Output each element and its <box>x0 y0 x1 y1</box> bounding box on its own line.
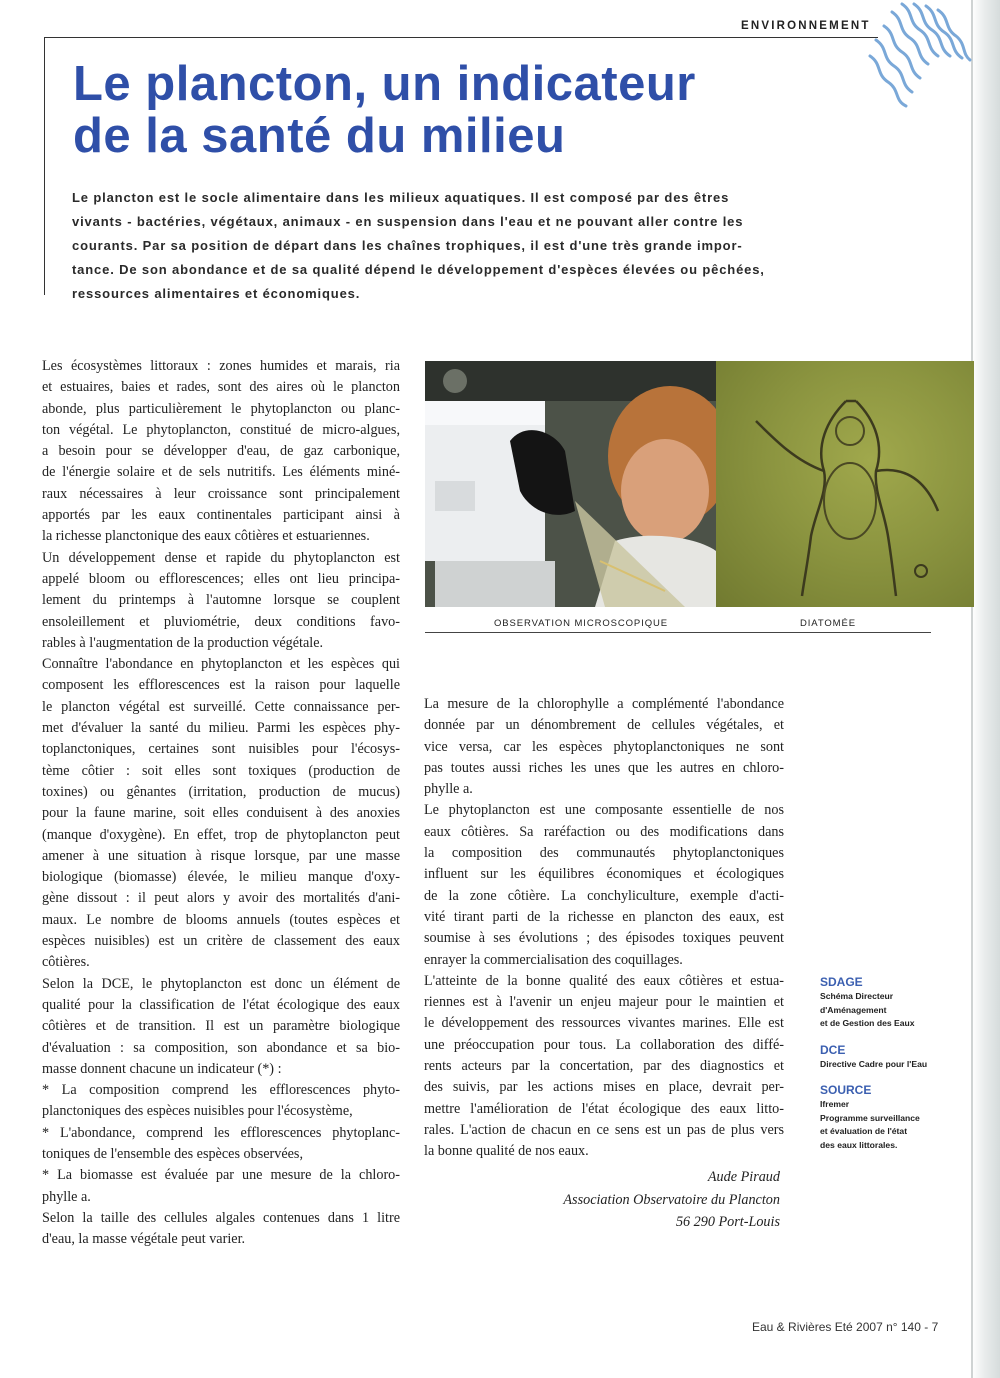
body-column-right <box>424 694 784 1163</box>
lead-line: ressources alimentaires et économiques. <box>72 286 361 301</box>
page-edge <box>972 0 1000 1378</box>
body-text-line: masse donnent chacune un indicateur (*) : <box>42 1060 282 1077</box>
body-text-line: mettre l'amélioration de l'état écologique des eaux litto- <box>424 1100 784 1117</box>
body-text-line: (manque d'oxygène). En effet, trop de phytoplancton peut <box>42 826 400 843</box>
body-text-line: maux. Le nombre de blooms annuels (toutes espèces et <box>42 911 400 928</box>
body-text-line: rables à l'augmentation de la production végétale. <box>42 634 324 651</box>
glossary-line: d'Aménagement <box>820 1004 887 1015</box>
page-edge-line <box>971 0 973 1378</box>
body-text-line: * La composition comprend les efflorescences phyto- <box>42 1082 400 1099</box>
body-text-line: côtières et de transition. Il est un paramètre biologique <box>42 1018 400 1035</box>
body-text-line: toniques de l'ensemble des espèces observées, <box>42 1145 304 1162</box>
title-line: Le plancton, un indicateur <box>73 57 696 111</box>
body-text-line: L'atteinte de la bonne qualité des eaux côtières et estua- <box>424 972 784 989</box>
body-text-line: d'eau, la masse végétale peut varier. <box>42 1231 246 1248</box>
body-text-line: abonde, plus particulièrement le phytoplancton ou planc- <box>42 400 400 417</box>
body-text-line: une préoccupation pour tous. La collaboration des diffé- <box>424 1036 784 1053</box>
body-text-line: Selon la taille des cellules algales contenues dans 1 litre <box>42 1209 400 1226</box>
body-text-line: qualité pour la classification de l'état écologique des eaux <box>42 996 400 1013</box>
glossary-line: Schéma Directeur <box>820 991 894 1001</box>
glossary-line: des eaux littorales. <box>820 1139 898 1150</box>
page-title <box>73 58 696 162</box>
glossary-dce-title: DCE <box>820 1042 846 1057</box>
body-text-line: espèces nuisibles) est un critère de classement des eaux <box>42 933 400 950</box>
body-text-line: ensoleillement et pluviométrie, deux conditions favo- <box>42 613 400 630</box>
glossary-source-title: SOURCE <box>820 1083 872 1097</box>
body-text-line: des suivis, par les actions mises en place, devrait per- <box>424 1079 784 1096</box>
body-text-line: Un développement dense et rapide du phytoplancton est <box>42 549 400 566</box>
body-text-line: influent sur les équilibres économiques et écologiques <box>424 866 784 883</box>
signature-organization: Association Observatoire du Plancton <box>563 1191 780 1208</box>
body-text-line: Le phytoplancton est une composante essentielle de nos <box>424 802 784 819</box>
title-line: de la santé du milieu <box>73 109 566 163</box>
body-text-line: pour la faune marine, soit elles conduisent à des anoxies <box>42 805 400 822</box>
body-text-line: vice versa, car les espèces phytoplanctoniques ne sont <box>424 738 784 755</box>
signature <box>424 1166 780 1234</box>
caption-diatom: DIATOMÉE <box>800 618 856 629</box>
lead-line: tance. De son abondance et de sa qualité dépend le développement d'espèces élevées ou pêchées, <box>72 262 765 277</box>
body-text-line: apportés par les eaux continentales participant ainsi à <box>42 507 400 524</box>
lead-line: courants. Par sa position de départ dans les chaînes trophiques, il est d'une très grande impor- <box>72 238 743 253</box>
lead-rule <box>44 37 45 295</box>
glossary-line: Ifremer <box>820 1099 850 1109</box>
body-text-line: amener à une situation à risque lorsque, par une masse <box>42 847 400 864</box>
body-text-line: donnée par un dénombrement de cellules végétales, et <box>424 717 784 734</box>
page-footer: Eau & Rivières Eté 2007 n° 140 - 7 <box>752 1320 939 1334</box>
signature-author: Aude Piraud <box>707 1169 780 1185</box>
body-text-line: * La biomasse est évaluée par une mesure de la chloro- <box>42 1167 400 1184</box>
body-text-line: la composition des communautés phytoplanctoniques <box>424 845 784 862</box>
lead-paragraph <box>72 186 812 306</box>
body-text-line: Selon la DCE, le phytoplancton est donc un élément de <box>42 975 400 992</box>
header-rule <box>44 37 878 38</box>
body-text-line: d'évaluation : sa composition, son abondance et sa bio- <box>42 1039 400 1056</box>
body-text-line: la richesse planctonique des eaux côtières et estuariennes. <box>42 528 370 545</box>
body-text-line: toxines) ou gênantes (irritation, production de mucus) <box>42 783 400 800</box>
body-text-line: toplanctoniques, certaines sont nuisibles pour l'écosys- <box>42 741 400 758</box>
body-text-line: côtières. <box>42 954 90 971</box>
body-text-line: rales. L'action de chacun en ce sens est un pas de plus vers <box>424 1121 784 1138</box>
lead-line: Le plancton est le socle alimentaire dans les milieux aquatiques. Il est composé par des êtres <box>72 190 730 205</box>
body-text-line: biologique (biomasse) élevée, le milieu manque d'oxy- <box>42 869 400 886</box>
body-text-line: raux nécessaires à leur croissance sont principalement <box>42 485 400 502</box>
body-text-line: composent les efflorescences est la raison pour laquelle <box>42 677 400 694</box>
section-label: ENVIRONNEMENT <box>741 20 871 32</box>
body-text-line: lement du printemps à l'automne lorsque se couplent <box>42 592 400 609</box>
body-text-line: Les écosystèmes littoraux : zones humides et marais, ria <box>42 358 400 374</box>
body-text-line: soumise à ses évolutions ; des épisodes toxiques peuvent <box>424 930 784 947</box>
body-text-line: de la zone côtière. La conchyliculture, exemple d'acti- <box>424 887 784 904</box>
glossary-line: et de Gestion des Eaux <box>820 1018 915 1028</box>
body-text-line: enrayer la commercialisation des coquillages. <box>424 951 683 968</box>
body-text-line: gène dissout : il peut alors y avoir des mortalités d'ani- <box>42 890 400 907</box>
body-text-line: met d'évaluer la santé du milieu. Parmi les espèces phy- <box>42 720 400 737</box>
diatom-photo <box>716 361 974 607</box>
body-text-line: La mesure de la chlorophylle a complémenté l'abondance <box>424 696 784 712</box>
body-text-line: riennes est à l'avenir un enjeu majeur pour le maintien et <box>424 994 784 1011</box>
body-text-line: le plancton végétal est surveillé. Cette connaissance per- <box>42 698 400 715</box>
glossary-sdage-title: SDAGE <box>820 975 863 989</box>
body-text-line: eaux côtières. Sa raréfaction ou des modifications dans <box>424 823 784 840</box>
body-text-line: vité tirant parti de la richesse en plancton des eaux, est <box>424 908 784 925</box>
body-text-line: de l'énergie solaire et de sels nutritifs. Les éléments miné- <box>42 464 400 481</box>
glossary-line: Directive Cadre pour l'Eau <box>820 1058 928 1069</box>
body-text-line: a besoin pour se développer d'eau, de gaz carbonique, <box>42 443 400 460</box>
body-text-line: * L'abondance, comprend les efflorescences phytoplanc- <box>42 1124 400 1141</box>
glossary-sidebar <box>820 975 970 1152</box>
signature-location: 56 290 Port-Louis <box>675 1214 780 1230</box>
body-text-line: planctoniques des espèces nuisibles pour l'écosystème, <box>42 1103 353 1120</box>
body-text-line: le développement des ressources vivantes marines. Elle est <box>424 1015 784 1032</box>
body-text-line: tème côtier : soit elles sont toxiques (production de <box>42 762 400 779</box>
caption-rule <box>425 632 931 633</box>
glossary-line: Programme surveillance <box>820 1112 920 1123</box>
body-text-line: ton végétal. Le phytoplancton, constitué de micro-algues, <box>42 421 400 438</box>
body-text-line: Connaître l'abondance en phytoplancton et les espèces qui <box>42 656 400 673</box>
body-text-line: appelé bloom ou efflorescences; elles ont lieu principa- <box>42 570 400 587</box>
body-text-line: phylle a. <box>42 1188 91 1205</box>
microscope-photo <box>425 361 716 607</box>
caption-microscope: OBSERVATION MICROSCOPIQUE <box>494 618 668 629</box>
body-text-line: phylle a. <box>424 781 473 798</box>
body-text-line: et estuaires, baies et rades, sont des aires où le plancton <box>42 379 400 396</box>
glossary-line: et évaluation de l'état <box>820 1126 908 1136</box>
body-text-line: pas toutes aussi riches les unes que les autres en chloro- <box>424 759 784 776</box>
waves-icon <box>862 0 974 110</box>
body-text-line: la bonne qualité de nos eaux. <box>424 1143 589 1160</box>
lead-line: vivants - bactéries, végétaux, animaux - en suspension dans l'eau et ne pouvant aller contre les <box>72 214 744 229</box>
body-text-line: rents acteurs par la concertation, par des diagnostics et <box>424 1058 784 1075</box>
body-column-left <box>42 356 400 1250</box>
